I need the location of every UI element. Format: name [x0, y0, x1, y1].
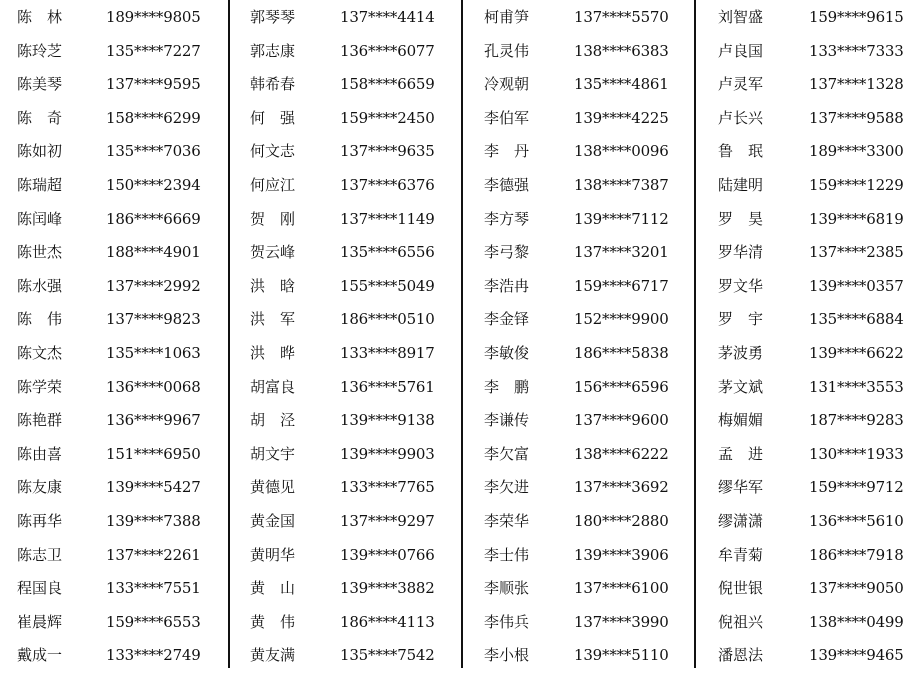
- phone-number: 139****3906: [574, 545, 669, 564]
- person-name: 何应江: [250, 176, 296, 194]
- list-item: [17, 539, 222, 573]
- phone-number: 137****1328: [809, 75, 904, 94]
- list-item: [718, 68, 921, 102]
- phone-number: 180****2880: [574, 512, 669, 530]
- list-item: [250, 35, 455, 69]
- phone-number: 133****7333: [809, 41, 904, 60]
- list-item: [17, 438, 222, 472]
- person-name: 胡文宇: [250, 444, 296, 463]
- person-name: 倪祖兴: [718, 612, 764, 631]
- list-item: [484, 135, 689, 169]
- phone-number: 159****9615: [809, 8, 904, 26]
- list-item: [250, 371, 455, 405]
- person-name: 贺云峰: [250, 243, 296, 262]
- list-item: [484, 505, 689, 539]
- person-name: 茅文斌: [718, 377, 764, 396]
- person-name: 陈再华: [17, 512, 63, 530]
- list-item: [484, 102, 689, 136]
- person-name: 黄 山: [250, 579, 296, 598]
- list-item: [250, 236, 455, 270]
- phone-number: 137****2261: [106, 545, 201, 564]
- person-name: 茅波勇: [718, 344, 764, 362]
- phone-number: 159****1229: [809, 176, 904, 194]
- person-name: 李小根: [484, 646, 530, 665]
- person-name: 陈水强: [17, 276, 63, 295]
- list-item: [17, 135, 222, 169]
- person-name: 黄 伟: [250, 612, 296, 631]
- person-name: 罗 昊: [718, 209, 764, 228]
- list-item: [484, 606, 689, 640]
- list-item: [484, 639, 689, 673]
- phone-number: 135****6884: [809, 310, 904, 329]
- person-name: 陈友康: [17, 478, 63, 497]
- person-name: 李士伟: [484, 545, 530, 564]
- list-item: [718, 505, 921, 539]
- list-item: [17, 35, 222, 69]
- list-item: [250, 270, 455, 304]
- list-item: [718, 404, 921, 438]
- column-divider: [694, 0, 696, 668]
- person-name: 倪世银: [718, 579, 764, 598]
- list-item: [250, 572, 455, 606]
- column-divider: [228, 0, 230, 668]
- person-name: 李 丹: [484, 142, 530, 161]
- person-name: 陈学荣: [17, 377, 63, 396]
- phone-number: 137****3201: [574, 243, 669, 262]
- person-name: 李伯军: [484, 108, 530, 127]
- list-item: [718, 203, 921, 237]
- person-name: 陈由喜: [17, 444, 63, 463]
- person-name: 贺 刚: [250, 209, 296, 228]
- person-name: 崔晨辉: [17, 612, 63, 631]
- phone-number: 136****5761: [340, 377, 435, 396]
- list-item: [484, 270, 689, 304]
- name-column-3: [484, 0, 694, 690]
- person-name: 陈玲芝: [17, 41, 63, 60]
- list-item: [484, 203, 689, 237]
- name-column-4: [718, 0, 921, 690]
- person-name: 李金铎: [484, 310, 530, 329]
- list-item: [17, 169, 222, 203]
- list-item: [17, 102, 222, 136]
- phone-number: 137****9588: [809, 108, 904, 127]
- person-name: 李顺张: [484, 579, 530, 598]
- list-item: [484, 68, 689, 102]
- person-name: 李欠富: [484, 444, 530, 463]
- phone-number: 151****6950: [106, 444, 201, 463]
- list-item: [17, 270, 222, 304]
- list-item: [17, 1, 222, 35]
- person-name: 戴成一: [17, 646, 63, 665]
- person-name: 陈美琴: [17, 75, 63, 94]
- person-name: 刘智盛: [718, 8, 764, 26]
- list-item: [718, 102, 921, 136]
- person-name: 黄德见: [250, 478, 296, 497]
- phone-number: 135****7542: [340, 646, 435, 665]
- phone-number: 137****9635: [340, 142, 435, 161]
- phone-number: 137****4414: [340, 8, 435, 26]
- person-name: 陈艳群: [17, 411, 63, 430]
- phone-number: 139****5427: [106, 478, 201, 497]
- person-name: 李 鹏: [484, 377, 530, 396]
- list-item: [484, 539, 689, 573]
- phone-number: 159****6553: [106, 612, 201, 631]
- list-item: [718, 135, 921, 169]
- list-item: [250, 438, 455, 472]
- person-name: 李弓黎: [484, 243, 530, 262]
- list-item: [17, 606, 222, 640]
- person-name: 洪 军: [250, 310, 296, 329]
- person-name: 卢良国: [718, 41, 764, 60]
- phone-number: 137****3692: [574, 478, 669, 497]
- person-name: 缪华军: [718, 478, 764, 497]
- list-item: [484, 572, 689, 606]
- phone-number: 133****2749: [106, 646, 201, 665]
- list-item: [250, 337, 455, 371]
- list-item: [718, 471, 921, 505]
- phone-number: 135****7036: [106, 142, 201, 161]
- list-item: [17, 203, 222, 237]
- phone-number: 137****9595: [106, 75, 201, 94]
- phone-number: 156****6596: [574, 377, 669, 396]
- phone-number: 131****3553: [809, 377, 904, 396]
- phone-number: 137****6376: [340, 176, 435, 194]
- person-name: 胡富良: [250, 377, 296, 396]
- list-item: [718, 303, 921, 337]
- person-name: 黄金国: [250, 512, 296, 530]
- list-item: [17, 371, 222, 405]
- person-name: 孔灵伟: [484, 41, 530, 60]
- phone-number: 136****0068: [106, 377, 201, 396]
- list-item: [17, 404, 222, 438]
- list-item: [718, 572, 921, 606]
- phone-number: 186****6669: [106, 209, 201, 228]
- list-item: [250, 203, 455, 237]
- list-item: [718, 169, 921, 203]
- list-item: [718, 606, 921, 640]
- phone-number: 186****0510: [340, 310, 435, 329]
- person-name: 何文志: [250, 142, 296, 161]
- phone-number: 150****2394: [106, 176, 201, 194]
- phone-number: 133****7765: [340, 478, 435, 497]
- list-item: [17, 68, 222, 102]
- phone-number: 139****0766: [340, 545, 435, 564]
- list-item: [250, 102, 455, 136]
- person-name: 陈 林: [17, 8, 63, 26]
- phone-number: 139****7112: [574, 209, 669, 228]
- person-name: 程国良: [17, 579, 63, 598]
- phone-number: 137****6100: [574, 579, 669, 598]
- person-name: 陆建明: [718, 176, 764, 194]
- list-item: [484, 303, 689, 337]
- list-item: [484, 438, 689, 472]
- person-name: 韩希春: [250, 75, 296, 94]
- phone-number: 135****4861: [574, 75, 669, 94]
- list-item: [17, 236, 222, 270]
- phone-number: 159****6717: [574, 276, 669, 295]
- person-name: 罗 宇: [718, 310, 764, 329]
- list-item: [250, 1, 455, 35]
- person-name: 潘恩法: [718, 646, 764, 665]
- phone-number: 139****5110: [574, 646, 669, 665]
- list-item: [250, 471, 455, 505]
- phone-number: 159****2450: [340, 108, 435, 127]
- phone-number: 137****5570: [574, 8, 669, 26]
- list-item: [484, 1, 689, 35]
- person-name: 牟青菊: [718, 545, 764, 564]
- list-item: [718, 270, 921, 304]
- list-item: [718, 1, 921, 35]
- phone-number: 188****4901: [106, 243, 201, 262]
- phone-number: 139****3882: [340, 579, 435, 598]
- phone-number: 137****9297: [340, 512, 435, 530]
- person-name: 陈世杰: [17, 243, 63, 262]
- phone-number: 137****9600: [574, 411, 669, 430]
- person-name: 陈 伟: [17, 310, 63, 329]
- phone-number: 139****6819: [809, 209, 904, 228]
- list-item: [250, 303, 455, 337]
- person-name: 梅媚媚: [718, 411, 764, 430]
- list-item: [250, 639, 455, 673]
- phone-number: 138****0096: [574, 142, 669, 161]
- phone-number: 187****9283: [809, 411, 904, 430]
- name-column-1: [17, 0, 227, 690]
- phone-number: 139****4225: [574, 108, 669, 127]
- list-item: [250, 606, 455, 640]
- phone-number: 158****6299: [106, 108, 201, 127]
- list-item: [17, 572, 222, 606]
- person-name: 陈 奇: [17, 108, 63, 127]
- phone-number: 137****2992: [106, 276, 201, 295]
- person-name: 洪 晔: [250, 344, 296, 362]
- list-item: [718, 371, 921, 405]
- list-item: [718, 35, 921, 69]
- list-item: [17, 337, 222, 371]
- phone-number: 186****7918: [809, 545, 904, 564]
- phone-number: 130****1933: [809, 444, 904, 463]
- person-name: 李伟兵: [484, 612, 530, 631]
- person-name: 冷观朝: [484, 75, 530, 94]
- person-name: 李敏俊: [484, 344, 530, 362]
- phone-number: 139****9903: [340, 444, 435, 463]
- list-item: [17, 471, 222, 505]
- person-name: 孟 进: [718, 444, 764, 463]
- phone-number: 136****5610: [809, 512, 904, 530]
- person-name: 李谦传: [484, 411, 530, 430]
- phone-number: 186****5838: [574, 344, 669, 362]
- person-name: 胡 泾: [250, 411, 296, 430]
- person-name: 陈如初: [17, 142, 63, 161]
- person-name: 李德强: [484, 176, 530, 194]
- phone-number: 186****4113: [340, 612, 435, 631]
- list-item: [484, 371, 689, 405]
- phone-number: 133****8917: [340, 344, 435, 362]
- phone-number: 137****9050: [809, 579, 904, 598]
- phone-number: 133****7551: [106, 579, 201, 598]
- person-name: 李欠进: [484, 478, 530, 497]
- list-item: [17, 505, 222, 539]
- person-name: 李方琴: [484, 209, 530, 228]
- phone-number: 138****6383: [574, 41, 669, 60]
- person-name: 罗华清: [718, 243, 764, 262]
- person-name: 卢长兴: [718, 108, 764, 127]
- person-name: 陈志卫: [17, 545, 63, 564]
- person-name: 郭琴琴: [250, 8, 296, 26]
- phone-number: 152****9900: [574, 310, 669, 329]
- phone-number: 189****3300: [809, 142, 904, 161]
- person-name: 缪潇潇: [718, 512, 764, 530]
- list-item: [250, 135, 455, 169]
- phone-number: 138****7387: [574, 176, 669, 194]
- list-item: [250, 505, 455, 539]
- list-item: [718, 236, 921, 270]
- phone-number: 137****9823: [106, 310, 201, 329]
- phone-number: 155****5049: [340, 276, 435, 295]
- list-item: [250, 68, 455, 102]
- person-name: 鲁 珉: [718, 142, 764, 161]
- phone-number: 159****9712: [809, 478, 904, 497]
- person-name: 郭志康: [250, 41, 296, 60]
- person-name: 李荣华: [484, 512, 530, 530]
- list-item: [718, 337, 921, 371]
- name-column-2: [250, 0, 460, 690]
- person-name: 卢灵军: [718, 75, 764, 94]
- phone-number: 139****9465: [809, 646, 904, 665]
- phone-number: 135****6556: [340, 243, 435, 262]
- list-item: [484, 169, 689, 203]
- phone-number: 135****1063: [106, 344, 201, 362]
- phone-number: 136****9967: [106, 411, 201, 430]
- person-name: 黄明华: [250, 545, 296, 564]
- list-item: [250, 169, 455, 203]
- list-item: [484, 35, 689, 69]
- person-name: 洪 晗: [250, 276, 296, 295]
- column-divider: [461, 0, 463, 668]
- person-name: 罗文华: [718, 276, 764, 295]
- list-item: [718, 639, 921, 673]
- phone-number: 136****6077: [340, 41, 435, 60]
- person-name: 陈文杰: [17, 344, 63, 362]
- list-item: [250, 539, 455, 573]
- phone-number: 139****7388: [106, 512, 201, 530]
- list-item: [484, 471, 689, 505]
- phone-number: 138****6222: [574, 444, 669, 463]
- person-name: 何 强: [250, 108, 296, 127]
- list-item: [484, 337, 689, 371]
- phone-number: 135****7227: [106, 41, 201, 60]
- person-name: 黄友满: [250, 646, 296, 665]
- list-item: [718, 539, 921, 573]
- list-item: [17, 639, 222, 673]
- phone-number: 137****3990: [574, 612, 669, 631]
- person-name: 陈闰峰: [17, 209, 63, 228]
- phone-number: 189****9805: [106, 8, 201, 26]
- phone-number: 139****6622: [809, 344, 904, 362]
- person-name: 柯甫笋: [484, 8, 530, 26]
- list-item: [17, 303, 222, 337]
- phone-number: 139****9138: [340, 411, 435, 430]
- list-item: [484, 404, 689, 438]
- phone-number: 158****6659: [340, 75, 435, 94]
- phone-number: 139****0357: [809, 276, 904, 295]
- phone-number: 138****0499: [809, 612, 904, 631]
- person-name: 陈瑞超: [17, 176, 63, 194]
- phone-number: 137****2385: [809, 243, 904, 262]
- list-item: [484, 236, 689, 270]
- list-item: [250, 404, 455, 438]
- person-name: 李浩冉: [484, 276, 530, 295]
- phone-number: 137****1149: [340, 209, 435, 228]
- list-item: [718, 438, 921, 472]
